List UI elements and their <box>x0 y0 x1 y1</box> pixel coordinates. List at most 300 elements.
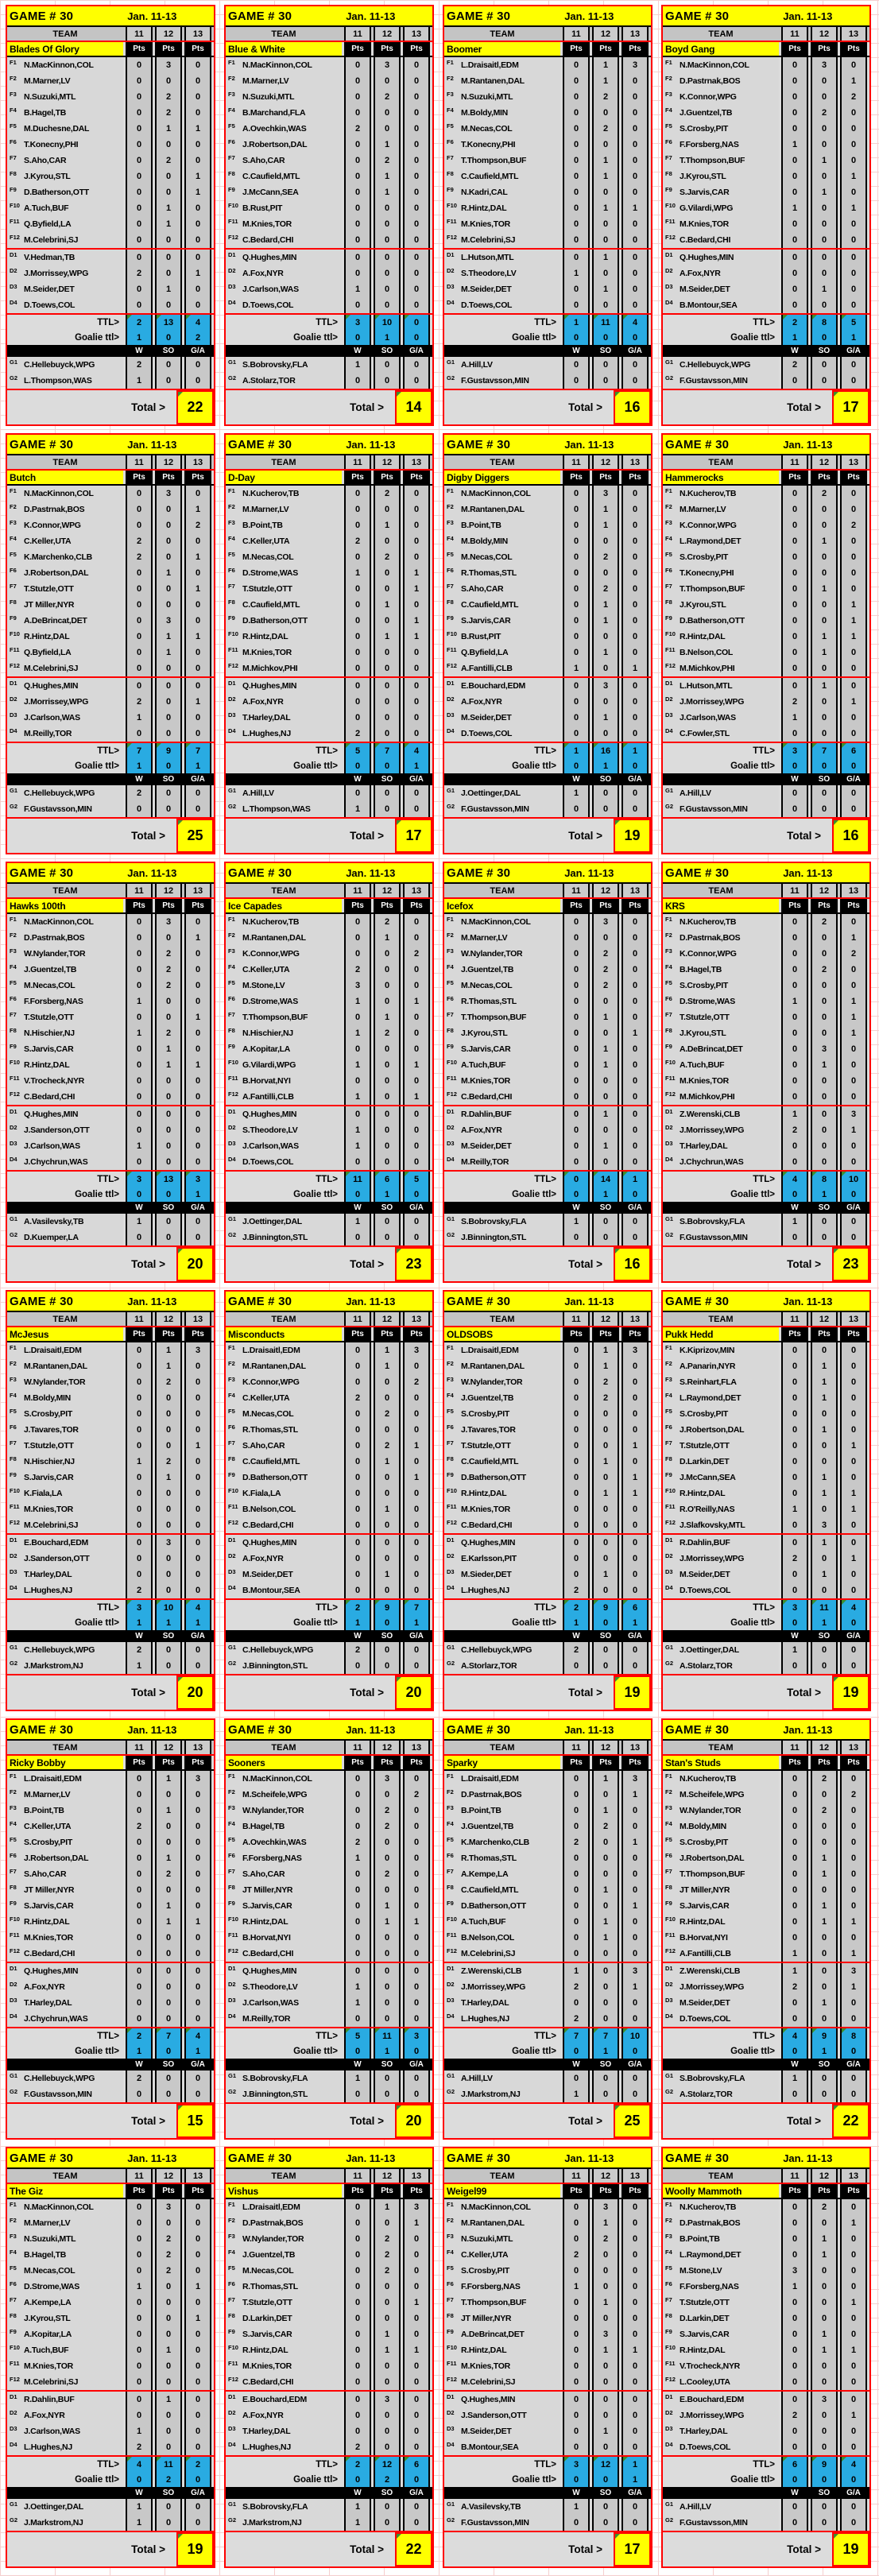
pts-cell: 1 <box>811 629 838 645</box>
position-label: F8 <box>10 1027 17 1034</box>
player-name: W.Nylander,TOR <box>24 1377 86 1387</box>
pts-cell: 0 <box>811 565 838 581</box>
total-row <box>444 1674 651 1710</box>
player-name: Q.Hughes,MIN <box>461 1538 516 1548</box>
position-label: F8 <box>228 2312 235 2319</box>
pts-cell: 0 <box>840 232 867 248</box>
position-label: D3 <box>447 711 455 719</box>
position-label: F2 <box>228 75 235 82</box>
player-cell <box>226 597 342 613</box>
pts-cell: 0 <box>840 1517 867 1533</box>
pts-header: Pts <box>126 42 153 56</box>
position-label: F2 <box>10 1360 17 1367</box>
skater-row <box>226 121 432 137</box>
forwards-section <box>7 1342 214 1533</box>
skater-row <box>444 250 651 265</box>
position-label: F7 <box>665 583 672 590</box>
position-label: D2 <box>665 267 673 274</box>
pts-cell: 0 <box>840 1567 867 1582</box>
player-cell <box>444 1582 560 1598</box>
pts-cell: 0 <box>592 265 619 281</box>
position-label: F9 <box>10 1043 17 1050</box>
pts-cell: 2 <box>781 694 808 710</box>
day-column-header: 12 <box>155 27 182 41</box>
pts-cell: 0 <box>563 1138 590 1154</box>
player-name: M.Rantanen,DAL <box>461 76 525 86</box>
day-column-header: 13 <box>840 455 867 469</box>
pts-header: Pts <box>126 1327 153 1341</box>
goalie-stat-cell: 0 <box>374 801 401 817</box>
player-cell <box>7 502 123 517</box>
player-cell <box>663 2263 779 2279</box>
pts-cell: 0 <box>781 660 808 676</box>
position-label: F1 <box>10 916 17 923</box>
goalie-ttl-label: Goalie ttl> <box>75 1617 119 1628</box>
position-label: D3 <box>665 1568 673 1575</box>
pts-cell: 0 <box>184 1517 211 1533</box>
goalie-stat-cell: 0 <box>184 785 211 801</box>
card-title-row <box>7 6 214 27</box>
goalie-stat-cell: 1 <box>344 2070 371 2086</box>
goalie-ttl-cell: 0 <box>621 1187 649 1202</box>
skater-row <box>663 629 869 645</box>
ttl-cell: 9 <box>811 2457 838 2472</box>
goalie-name: F.Gustavsson,MIN <box>680 804 748 814</box>
skater-row <box>663 517 869 533</box>
pts-cell: 1 <box>374 137 401 153</box>
goalie-row <box>7 373 214 389</box>
ttl-cell: 3 <box>403 2028 430 2043</box>
position-label: F4 <box>228 107 235 114</box>
goalie-ttl-label: Goalie ttl> <box>512 761 556 771</box>
pts-cell: 0 <box>126 2231 153 2247</box>
pts-header: Pts <box>184 2184 211 2198</box>
player-cell <box>444 613 560 629</box>
pts-cell: 0 <box>563 1898 590 1914</box>
pts-cell: 2 <box>155 946 182 962</box>
goalie-ttl-label: Goalie ttl> <box>730 2046 775 2056</box>
position-label: F7 <box>10 583 17 590</box>
team-name: Boyd Gang <box>663 42 779 56</box>
skater-row <box>226 694 432 710</box>
pts-cell: 0 <box>840 2263 867 2279</box>
team-card <box>224 5 434 426</box>
pts-cell: 0 <box>781 2215 808 2231</box>
pts-cell: 1 <box>811 678 838 694</box>
player-name: D.Larkin,DET <box>242 2314 292 2323</box>
skater-row <box>663 486 869 502</box>
goalies-section <box>663 1642 869 1674</box>
pts-cell: 0 <box>403 1390 430 1406</box>
goalie-stat-column-header: SO <box>155 2059 182 2070</box>
player-name: C.Bedard,CHI <box>461 1092 513 1102</box>
ttl-label: TTL> <box>753 1174 775 1184</box>
skater-row <box>226 2392 432 2407</box>
pts-cell: 0 <box>403 1803 430 1819</box>
pts-cell: 0 <box>781 1866 808 1882</box>
player-cell <box>7 581 123 597</box>
goalie-ttl-label: Goalie ttl> <box>730 2474 775 2485</box>
position-label: F6 <box>447 1852 454 1859</box>
pts-cell: 0 <box>781 1438 808 1454</box>
game-date-label: Jan. 11-13 <box>783 2152 833 2164</box>
skater-row <box>7 1551 214 1567</box>
skater-row <box>7 2342 214 2358</box>
position-label: F10 <box>447 630 457 637</box>
team-name-row <box>663 899 869 914</box>
position-label: F4 <box>228 1820 235 1827</box>
skater-row <box>663 2358 869 2374</box>
player-cell <box>226 2439 342 2455</box>
goalie-stat-header-row <box>663 345 869 357</box>
pts-cell: 0 <box>344 549 371 565</box>
player-cell <box>444 1517 560 1533</box>
pts-cell: 2 <box>374 486 401 502</box>
pts-cell: 1 <box>840 2295 867 2311</box>
goalie-stat-header-row <box>663 1630 869 1642</box>
skater-row <box>226 660 432 676</box>
goalie-ttl-cell: 0 <box>811 2472 838 2487</box>
position-label: F3 <box>665 1376 672 1383</box>
position-label: F6 <box>447 138 454 145</box>
skater-row <box>7 1057 214 1073</box>
column-header-row <box>663 455 869 471</box>
player-cell <box>444 486 560 502</box>
pts-cell: 0 <box>155 1819 182 1834</box>
player-cell <box>663 1850 779 1866</box>
skater-row <box>444 1517 651 1533</box>
ttl-cell: 11 <box>374 2028 401 2043</box>
goalie-row <box>444 2086 651 2102</box>
pts-cell: 0 <box>781 978 808 994</box>
player-name: B.Montour,SEA <box>680 300 738 310</box>
player-cell <box>444 2199 560 2215</box>
player-name: L.Draisaitl,EDM <box>461 1774 519 1784</box>
skater-row <box>444 1850 651 1866</box>
team-name: Ricky Bobby <box>7 1756 123 1769</box>
pts-cell: 0 <box>621 89 649 105</box>
goalie-stat-cell: 2 <box>781 357 808 373</box>
pts-cell: 0 <box>344 946 371 962</box>
player-cell <box>7 1898 123 1914</box>
pts-header: Pts <box>403 899 430 912</box>
pts-cell: 1 <box>184 169 211 184</box>
pts-header: Pts <box>592 42 619 56</box>
position-label: F9 <box>665 2328 672 2335</box>
player-cell <box>226 1073 342 1089</box>
position-label: F4 <box>10 1392 17 1399</box>
pts-cell: 0 <box>781 1009 808 1025</box>
pts-cell: 0 <box>840 57 867 73</box>
player-name: R.O'Reilly,NAS <box>680 1505 735 1514</box>
position-label: F6 <box>447 1424 454 1431</box>
skater-row <box>226 581 432 597</box>
total-value: 22 <box>832 2104 869 2138</box>
goalie-stat-cell: 0 <box>621 1642 649 1658</box>
pts-cell: 0 <box>126 297 153 313</box>
pts-cell: 0 <box>621 517 649 533</box>
position-label: F10 <box>228 630 238 637</box>
skater-row <box>226 1374 432 1390</box>
pts-cell: 0 <box>155 1073 182 1089</box>
skater-row <box>663 678 869 694</box>
skater-row <box>444 914 651 930</box>
column-header-row <box>444 1312 651 1327</box>
goalie-ttl-cell: 1 <box>840 330 867 345</box>
pts-cell: 0 <box>781 265 808 281</box>
goalie-cell <box>7 373 123 389</box>
pts-cell: 0 <box>403 1850 430 1866</box>
team-name: Pukk Hedd <box>663 1327 779 1341</box>
pts-cell: 0 <box>563 1771 590 1787</box>
pts-cell: 0 <box>563 1122 590 1138</box>
pts-cell: 1 <box>840 994 867 1009</box>
pts-cell: 1 <box>403 1089 430 1105</box>
goalie-ttl-cell: 0 <box>184 2472 211 2487</box>
pts-header: Pts <box>563 42 590 56</box>
pts-cell: 1 <box>126 2423 153 2439</box>
pts-cell: 0 <box>344 597 371 613</box>
player-name: D.Larkin,DET <box>680 2314 730 2323</box>
goalie-stat-column-header: G/A <box>403 2059 430 2070</box>
pts-cell: 1 <box>592 502 619 517</box>
goalie-cell <box>444 2070 560 2086</box>
player-cell <box>7 57 123 73</box>
goalie-row <box>226 2086 432 2102</box>
player-cell <box>444 726 560 742</box>
game-date-label: Jan. 11-13 <box>127 866 177 879</box>
pts-cell: 0 <box>374 2439 401 2455</box>
goalie-stat-column-header: SO <box>592 2059 619 2070</box>
goalie-row <box>663 1214 869 1230</box>
skater-row <box>226 1041 432 1057</box>
pts-cell: 0 <box>592 1834 619 1850</box>
player-name: S.Crosby,PIT <box>680 124 728 134</box>
player-name: K.Connor,WPG <box>680 521 737 530</box>
pts-cell: 0 <box>592 1073 619 1089</box>
player-name: M.Reilly,TOR <box>242 2014 291 2024</box>
total-value: 14 <box>395 390 432 424</box>
skater-row <box>444 1454 651 1470</box>
player-name: S.Aho,CAR <box>242 156 285 165</box>
player-name: T.Stutzle,OTT <box>242 584 292 594</box>
ttl-label: TTL> <box>534 2459 556 2469</box>
pts-cell: 0 <box>155 1154 182 1170</box>
pts-cell: 0 <box>592 930 619 946</box>
pts-header: Pts <box>184 1327 211 1341</box>
pts-cell: 0 <box>621 105 649 121</box>
total-value: 16 <box>614 1247 651 1281</box>
pts-cell: 0 <box>184 1025 211 1041</box>
player-cell <box>226 1819 342 1834</box>
goalie-stat-column-header: G/A <box>621 773 649 785</box>
position-label: F12 <box>447 234 457 241</box>
total-value: 19 <box>614 819 651 853</box>
player-name: S.Crosby,PIT <box>680 552 728 562</box>
pts-cell: 2 <box>344 1834 371 1850</box>
skater-row <box>444 1834 651 1850</box>
pts-cell: 0 <box>811 2374 838 2390</box>
player-name: M.Seider,DET <box>680 1998 730 2008</box>
skater-row <box>226 1803 432 1819</box>
column-header-row <box>444 1741 651 1756</box>
ttl-cell: 4 <box>184 1600 211 1615</box>
defense-section <box>444 676 651 742</box>
pts-cell: 0 <box>126 1771 153 1787</box>
goalie-stat-cell: 1 <box>781 2070 808 2086</box>
goalies-section <box>663 2499 869 2531</box>
position-label: F4 <box>447 107 454 114</box>
pts-cell: 0 <box>592 1898 619 1914</box>
player-cell <box>7 994 123 1009</box>
pts-cell: 0 <box>155 549 182 565</box>
player-cell <box>226 502 342 517</box>
player-cell <box>226 914 342 930</box>
ttl-cell: 3 <box>563 2457 590 2472</box>
skater-row <box>444 1438 651 1454</box>
player-cell <box>7 1979 123 1995</box>
goalie-ttl-row <box>7 2043 214 2059</box>
player-name: Z.Werenski,CLB <box>680 1966 741 1976</box>
skater-row <box>7 1898 214 1914</box>
player-cell <box>444 1358 560 1374</box>
pts-cell: 0 <box>126 1438 153 1454</box>
day-column-header: 11 <box>126 2169 153 2183</box>
player-name: T.Stutzle,OTT <box>680 1441 730 1451</box>
pts-cell: 1 <box>840 200 867 216</box>
player-name: T.Harley,DAL <box>680 2427 728 2436</box>
player-name: T.Harley,DAL <box>242 713 291 722</box>
player-name: A.Kempe,LA <box>24 2298 72 2307</box>
player-cell <box>663 2439 779 2455</box>
pts-cell: 3 <box>155 613 182 629</box>
team-name: Stan's Studs <box>663 1756 779 1769</box>
pts-cell: 0 <box>781 1914 808 1930</box>
pts-cell: 1 <box>126 1454 153 1470</box>
player-cell <box>226 2342 342 2358</box>
pts-cell: 0 <box>155 678 182 694</box>
player-name: T.Thompson,BUF <box>461 2298 527 2307</box>
pts-cell: 0 <box>403 2011 430 2027</box>
player-cell <box>226 2263 342 2279</box>
goalie-ttl-row <box>226 2472 432 2487</box>
position-label: F3 <box>10 519 17 526</box>
goalie-stat-cell: 1 <box>781 1642 808 1658</box>
pts-cell: 0 <box>344 2326 371 2342</box>
pts-header: Pts <box>184 899 211 912</box>
position-label: F3 <box>10 1804 17 1811</box>
pts-cell: 0 <box>840 2231 867 2247</box>
player-cell <box>663 1834 779 1850</box>
goalie-name: J.Oettinger,DAL <box>242 1217 302 1226</box>
total-label: Total > <box>568 1687 602 1699</box>
player-name: M.Scheifele,WPG <box>680 1790 745 1799</box>
position-label: D2 <box>10 1552 17 1559</box>
team-card <box>224 1290 434 1711</box>
pts-header: Pts <box>344 1756 371 1769</box>
pts-cell: 1 <box>374 1009 401 1025</box>
pts-cell: 0 <box>563 1803 590 1819</box>
position-label: F9 <box>665 1471 672 1478</box>
ttl-cell: 6 <box>781 2457 808 2472</box>
position-label: D4 <box>447 1584 455 1591</box>
game-number-label: GAME # 30 <box>10 9 74 23</box>
pts-cell: 0 <box>184 1819 211 1834</box>
player-name: T.Stutzle,OTT <box>680 2298 730 2307</box>
pts-cell: 0 <box>344 1470 371 1486</box>
goalie-row <box>663 1642 869 1658</box>
player-name: D.Pastrnak,BOS <box>24 933 85 943</box>
ttl-cell: 6 <box>403 2457 430 2472</box>
player-name: S.Jarvis,CAR <box>24 1473 74 1482</box>
game-date-label: Jan. 11-13 <box>127 1723 177 1736</box>
position-label: D2 <box>10 695 17 703</box>
goalie-stat-cell: 0 <box>374 2515 401 2531</box>
player-cell <box>663 1963 779 1979</box>
skater-row <box>7 629 214 645</box>
game-number-label: GAME # 30 <box>665 437 730 451</box>
skater-row <box>663 1771 869 1787</box>
goalie-stat-column-header: G/A <box>184 2059 211 2070</box>
skater-row <box>7 1803 214 1819</box>
player-cell <box>226 678 342 694</box>
position-label: F7 <box>665 1011 672 1018</box>
skater-row <box>663 1438 869 1454</box>
position-label: F11 <box>10 1075 20 1082</box>
goalie-ttl-cell: 0 <box>781 1615 808 1630</box>
game-date-label: Jan. 11-13 <box>564 866 614 879</box>
goalie-stat-column-header: W <box>126 1202 153 1214</box>
player-cell <box>663 153 779 169</box>
skater-row <box>444 517 651 533</box>
goalie-row <box>7 1642 214 1658</box>
player-name: R.Thomas,STL <box>461 1854 517 1863</box>
pts-cell: 2 <box>344 1390 371 1406</box>
pts-cell: 1 <box>374 169 401 184</box>
pts-cell: 3 <box>155 914 182 930</box>
team-name: Sparky <box>444 1756 560 1769</box>
pts-header: Pts <box>781 42 808 56</box>
pts-cell: 0 <box>184 2342 211 2358</box>
ttl-cell: 0 <box>563 1172 590 1187</box>
pts-cell: 0 <box>811 1122 838 1138</box>
day-column-header: 11 <box>563 1741 590 1754</box>
team-column-header: TEAM <box>52 457 78 467</box>
pts-cell: 0 <box>126 629 153 645</box>
goalies-section <box>7 1214 214 1245</box>
goalie-stat-column-header: G/A <box>184 2487 211 2499</box>
pts-cell: 1 <box>840 1025 867 1041</box>
skater-row <box>226 1946 432 1962</box>
ttl-row <box>7 1172 214 1187</box>
player-cell <box>444 1787 560 1803</box>
player-cell <box>444 232 560 248</box>
pts-cell: 1 <box>592 1138 619 1154</box>
pts-cell: 0 <box>155 1551 182 1567</box>
goalie-stat-column-header: W <box>781 345 808 357</box>
pts-cell: 3 <box>155 2199 182 2215</box>
day-column-header: 13 <box>840 2169 867 2183</box>
position-label: D2 <box>10 1981 17 1988</box>
goalie-ttl-row <box>7 330 214 345</box>
pts-cell: 0 <box>403 1486 430 1501</box>
game-date-label: Jan. 11-13 <box>564 2152 614 2164</box>
goalies-section <box>444 1214 651 1245</box>
ttl-row <box>226 743 432 758</box>
goalie-stat-cell: 0 <box>184 2086 211 2102</box>
goalie-stat-cell: 0 <box>592 1642 619 1658</box>
ttl-label: TTL> <box>316 2031 338 2041</box>
